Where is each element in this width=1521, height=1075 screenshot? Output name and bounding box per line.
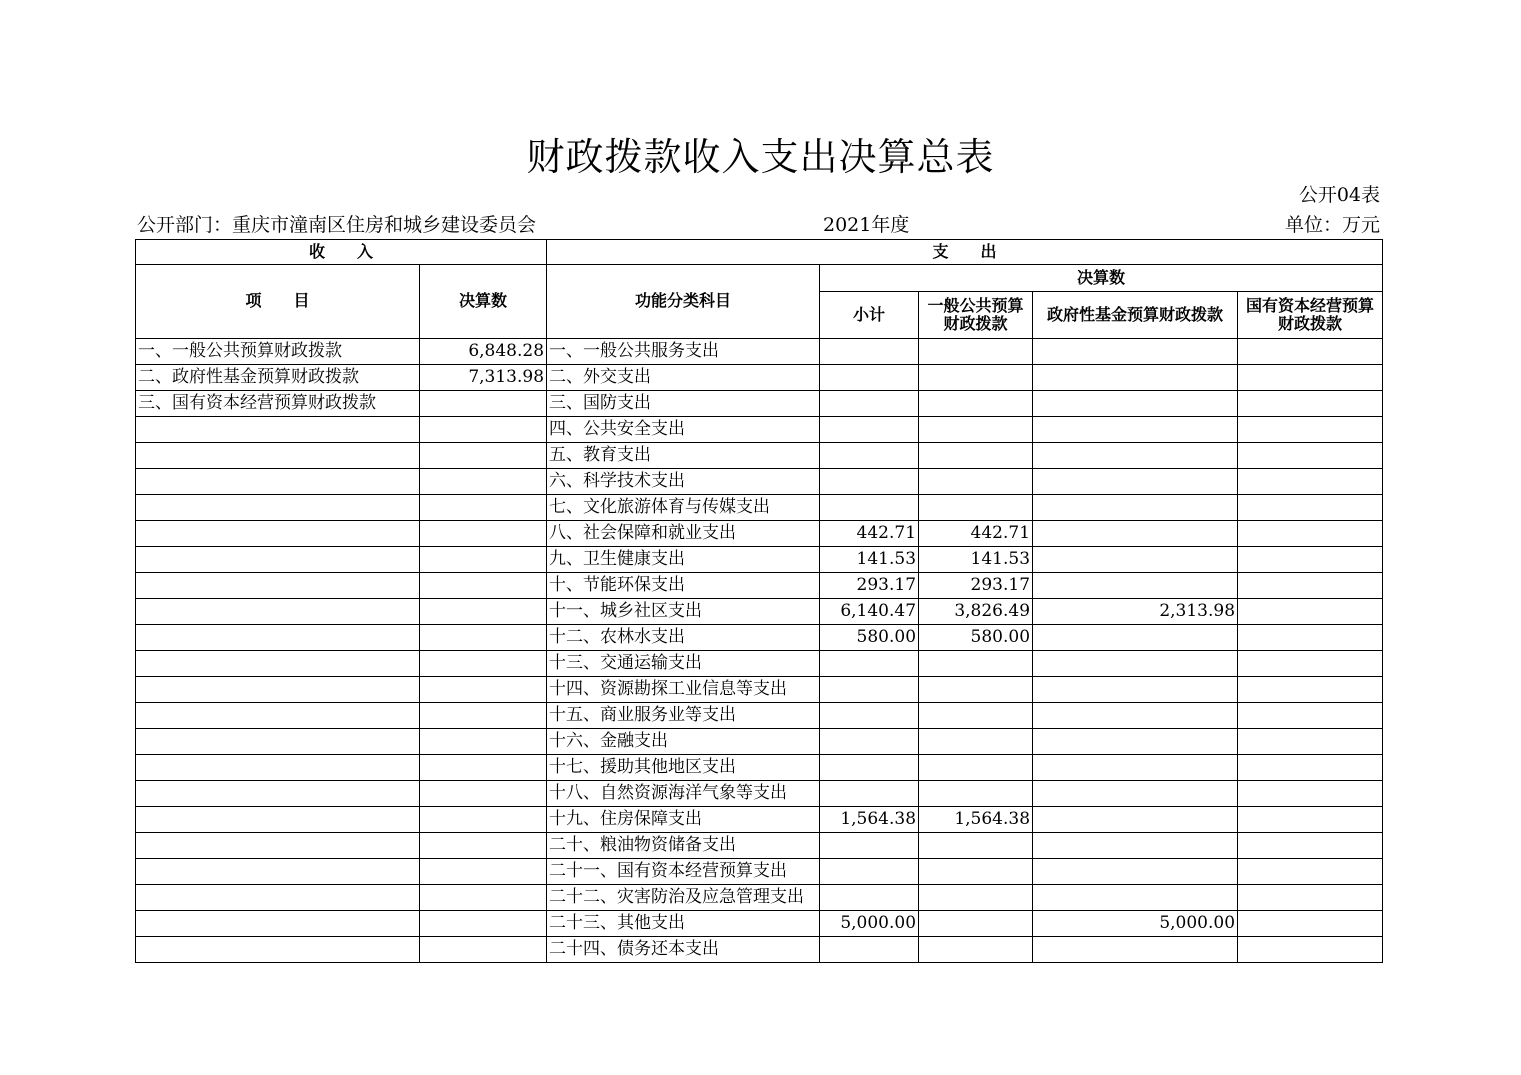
unit-label: 单位：万元 xyxy=(1284,214,1380,236)
general-budget-cell: 141.53 xyxy=(919,547,1033,573)
gov-fund-cell xyxy=(1033,417,1238,443)
income-item-cell xyxy=(136,547,420,573)
gov-fund-cell xyxy=(1033,729,1238,755)
gov-fund-cell xyxy=(1033,495,1238,521)
function-category-cell: 十四、资源勘探工业信息等支出 xyxy=(547,677,820,703)
state-capital-cell xyxy=(1238,573,1383,599)
income-amount-cell: 6,848.28 xyxy=(420,339,547,365)
function-category-cell: 十三、交通运输支出 xyxy=(547,651,820,677)
general-budget-cell xyxy=(919,729,1033,755)
table-row xyxy=(136,885,1383,911)
table-row xyxy=(136,781,1383,807)
state-capital-cell xyxy=(1238,547,1383,573)
income-item-cell xyxy=(136,755,420,781)
function-category-cell: 二十四、债务还本支出 xyxy=(547,937,820,963)
gov-fund-cell xyxy=(1033,625,1238,651)
subtotal-cell xyxy=(820,703,919,729)
income-amount-cell xyxy=(420,703,547,729)
gov-fund-cell: 2,313.98 xyxy=(1033,599,1238,625)
income-amount-cell xyxy=(420,833,547,859)
function-category-cell: 二十、粮油物资储备支出 xyxy=(547,833,820,859)
state-capital-cell xyxy=(1238,833,1383,859)
expense-header: 支 出 xyxy=(547,240,1383,265)
gov-fund-cell xyxy=(1033,339,1238,365)
income-amount-cell xyxy=(420,417,547,443)
subtotal-cell xyxy=(820,677,919,703)
income-amount-cell xyxy=(420,807,547,833)
table-row xyxy=(136,365,1383,391)
state-capital-cell xyxy=(1238,521,1383,547)
function-category-cell: 四、公共安全支出 xyxy=(547,417,820,443)
state-capital-cell xyxy=(1238,599,1383,625)
general-budget-cell xyxy=(919,937,1033,963)
state-capital-cell xyxy=(1238,703,1383,729)
income-item-cell xyxy=(136,417,420,443)
general-budget-cell: 442.71 xyxy=(919,521,1033,547)
state-capital-cell xyxy=(1238,469,1383,495)
state-capital-cell xyxy=(1238,807,1383,833)
state-capital-cell xyxy=(1238,339,1383,365)
income-amount-cell xyxy=(420,755,547,781)
state-capital-cell xyxy=(1238,937,1383,963)
gov-fund-cell xyxy=(1033,469,1238,495)
function-category-cell: 十五、商业服务业等支出 xyxy=(547,703,820,729)
function-category-cell: 二、外交支出 xyxy=(547,365,820,391)
state-capital-cell xyxy=(1238,443,1383,469)
general-budget-cell xyxy=(919,443,1033,469)
income-item-cell xyxy=(136,573,420,599)
table-row xyxy=(136,495,1383,521)
function-category-cell: 二十二、灾害防治及应急管理支出 xyxy=(547,885,820,911)
gov-fund-cell xyxy=(1033,573,1238,599)
general-budget-cell xyxy=(919,651,1033,677)
subtotal-cell xyxy=(820,859,919,885)
income-header: 收 入 xyxy=(136,240,547,265)
subtotal-cell: 141.53 xyxy=(820,547,919,573)
income-amount-cell xyxy=(420,859,547,885)
function-category-cell: 八、社会保障和就业支出 xyxy=(547,521,820,547)
state-capital-cell xyxy=(1238,677,1383,703)
income-amount-cell xyxy=(420,937,547,963)
income-amount-cell xyxy=(420,469,547,495)
function-category-cell: 五、教育支出 xyxy=(547,443,820,469)
gov-fund-cell xyxy=(1033,651,1238,677)
subtotal-cell xyxy=(820,781,919,807)
income-amount-cell xyxy=(420,391,547,417)
state-capital-header: 国有资本经营预算财政拨款 xyxy=(1238,292,1383,339)
gov-fund-cell xyxy=(1033,365,1238,391)
general-budget-cell xyxy=(919,781,1033,807)
table-row xyxy=(136,521,1383,547)
table-row xyxy=(136,859,1383,885)
function-category-cell: 十二、农林水支出 xyxy=(547,625,820,651)
table-row xyxy=(136,443,1383,469)
gov-fund-cell xyxy=(1033,937,1238,963)
subtotal-cell: 580.00 xyxy=(820,625,919,651)
table-row xyxy=(136,911,1383,937)
subtotal-cell xyxy=(820,339,919,365)
income-item-cell: 三、国有资本经营预算财政拨款 xyxy=(136,391,420,417)
general-budget-cell xyxy=(919,859,1033,885)
function-category-cell: 六、科学技术支出 xyxy=(547,469,820,495)
income-amount-cell xyxy=(420,495,547,521)
subtotal-cell: 5,000.00 xyxy=(820,911,919,937)
state-capital-cell xyxy=(1238,859,1383,885)
income-item-cell: 二、政府性基金预算财政拨款 xyxy=(136,365,420,391)
income-amount-cell xyxy=(420,599,547,625)
gov-fund-cell xyxy=(1033,859,1238,885)
general-budget-cell xyxy=(919,911,1033,937)
final-amount-header: 决算数 xyxy=(820,265,1383,292)
general-budget-header: 一般公共预算财政拨款 xyxy=(919,292,1033,339)
function-category-cell: 二十三、其他支出 xyxy=(547,911,820,937)
table-row xyxy=(136,833,1383,859)
income-amount-cell xyxy=(420,443,547,469)
subtotal-header: 小计 xyxy=(820,292,919,339)
subtotal-cell xyxy=(820,391,919,417)
gov-fund-cell xyxy=(1033,677,1238,703)
gov-fund-cell xyxy=(1033,833,1238,859)
general-budget-cell xyxy=(919,885,1033,911)
income-item-cell xyxy=(136,833,420,859)
income-amount-cell xyxy=(420,885,547,911)
table-row xyxy=(136,469,1383,495)
income-amount-cell xyxy=(420,677,547,703)
general-budget-cell xyxy=(919,833,1033,859)
state-capital-cell xyxy=(1238,781,1383,807)
state-capital-cell xyxy=(1238,729,1383,755)
income-amount-cell xyxy=(420,729,547,755)
table-row xyxy=(136,573,1383,599)
subtotal-cell: 442.71 xyxy=(820,521,919,547)
function-category-cell: 十六、金融支出 xyxy=(547,729,820,755)
gov-fund-cell: 5,000.00 xyxy=(1033,911,1238,937)
gov-fund-cell xyxy=(1033,443,1238,469)
general-budget-cell: 293.17 xyxy=(919,573,1033,599)
subtotal-cell xyxy=(820,755,919,781)
function-category-cell: 一、一般公共服务支出 xyxy=(547,339,820,365)
general-budget-cell: 3,826.49 xyxy=(919,599,1033,625)
income-item-cell xyxy=(136,937,420,963)
function-category-cell: 三、国防支出 xyxy=(547,391,820,417)
income-item-cell xyxy=(136,625,420,651)
income-item-cell xyxy=(136,651,420,677)
gov-fund-cell xyxy=(1033,547,1238,573)
income-item-cell xyxy=(136,443,420,469)
income-item-cell xyxy=(136,729,420,755)
table-row xyxy=(136,937,1383,963)
state-capital-cell xyxy=(1238,651,1383,677)
state-capital-cell xyxy=(1238,885,1383,911)
table-row xyxy=(136,677,1383,703)
general-budget-cell xyxy=(919,365,1033,391)
function-category-cell: 十一、城乡社区支出 xyxy=(547,599,820,625)
function-category-cell: 十七、援助其他地区支出 xyxy=(547,755,820,781)
income-amount-cell: 7,313.98 xyxy=(420,365,547,391)
function-category-cell: 十九、住房保障支出 xyxy=(547,807,820,833)
gov-fund-cell xyxy=(1033,521,1238,547)
income-amount-cell xyxy=(420,781,547,807)
state-capital-cell xyxy=(1238,755,1383,781)
item-header: 项 目 xyxy=(136,265,420,339)
department-label: 公开部门：重庆市潼南区住房和城乡建设委员会 xyxy=(137,214,537,236)
general-budget-cell: 1,564.38 xyxy=(919,807,1033,833)
income-amount-cell xyxy=(420,573,547,599)
income-item-cell xyxy=(136,495,420,521)
income-amount-cell xyxy=(420,625,547,651)
amount-header: 决算数 xyxy=(420,265,547,339)
table-row xyxy=(136,755,1383,781)
general-budget-cell xyxy=(919,495,1033,521)
gov-fund-cell xyxy=(1033,885,1238,911)
table-row xyxy=(136,417,1383,443)
state-capital-cell xyxy=(1238,911,1383,937)
income-amount-cell xyxy=(420,547,547,573)
subtotal-cell: 6,140.47 xyxy=(820,599,919,625)
income-item-cell xyxy=(136,885,420,911)
income-item-cell xyxy=(136,807,420,833)
income-item-cell xyxy=(136,677,420,703)
subtotal-cell xyxy=(820,469,919,495)
table-row xyxy=(136,651,1383,677)
income-amount-cell xyxy=(420,911,547,937)
function-category-cell: 十、节能环保支出 xyxy=(547,573,820,599)
income-amount-cell xyxy=(420,651,547,677)
function-category-header: 功能分类科目 xyxy=(547,265,820,339)
income-item-cell xyxy=(136,469,420,495)
general-budget-cell xyxy=(919,391,1033,417)
function-category-cell: 七、文化旅游体育与传媒支出 xyxy=(547,495,820,521)
gov-fund-cell xyxy=(1033,781,1238,807)
state-capital-cell xyxy=(1238,495,1383,521)
function-category-cell: 九、卫生健康支出 xyxy=(547,547,820,573)
table-row xyxy=(136,625,1383,651)
general-budget-cell xyxy=(919,339,1033,365)
document-title: 财政拨款收入支出决算总表 xyxy=(526,135,995,179)
subtotal-cell xyxy=(820,729,919,755)
function-category-cell: 二十一、国有资本经营预算支出 xyxy=(547,859,820,885)
income-item-cell xyxy=(136,859,420,885)
subtotal-cell xyxy=(820,495,919,521)
function-category-cell: 十八、自然资源海洋气象等支出 xyxy=(547,781,820,807)
state-capital-cell xyxy=(1238,625,1383,651)
general-budget-cell xyxy=(919,755,1033,781)
income-item-cell xyxy=(136,781,420,807)
table-row xyxy=(136,599,1383,625)
gov-fund-header: 政府性基金预算财政拨款 xyxy=(1033,292,1238,339)
subtotal-cell: 1,564.38 xyxy=(820,807,919,833)
state-capital-cell xyxy=(1238,365,1383,391)
subtotal-cell xyxy=(820,365,919,391)
gov-fund-cell xyxy=(1033,703,1238,729)
subtotal-cell xyxy=(820,651,919,677)
table-row xyxy=(136,339,1383,365)
gov-fund-cell xyxy=(1033,807,1238,833)
subtotal-cell xyxy=(820,833,919,859)
general-budget-cell xyxy=(919,469,1033,495)
gov-fund-cell xyxy=(1033,755,1238,781)
subtotal-cell: 293.17 xyxy=(820,573,919,599)
gov-fund-cell xyxy=(1033,391,1238,417)
budget-table xyxy=(135,239,1383,963)
income-item-cell xyxy=(136,599,420,625)
general-budget-cell xyxy=(919,417,1033,443)
state-capital-cell xyxy=(1238,391,1383,417)
general-budget-cell xyxy=(919,703,1033,729)
subtotal-cell xyxy=(820,417,919,443)
table-row xyxy=(136,729,1383,755)
table-row xyxy=(136,547,1383,573)
table-row xyxy=(136,703,1383,729)
income-amount-cell xyxy=(420,521,547,547)
fiscal-year: 2021年度 xyxy=(823,214,910,236)
subtotal-cell xyxy=(820,443,919,469)
income-item-cell xyxy=(136,703,420,729)
table-row xyxy=(136,807,1383,833)
subtotal-cell xyxy=(820,885,919,911)
income-item-cell xyxy=(136,521,420,547)
subtotal-cell xyxy=(820,937,919,963)
income-item-cell: 一、一般公共预算财政拨款 xyxy=(136,339,420,365)
general-budget-cell xyxy=(919,677,1033,703)
table-row xyxy=(136,391,1383,417)
form-number: 公开04表 xyxy=(1298,184,1380,206)
general-budget-cell: 580.00 xyxy=(919,625,1033,651)
income-item-cell xyxy=(136,911,420,937)
state-capital-cell xyxy=(1238,417,1383,443)
